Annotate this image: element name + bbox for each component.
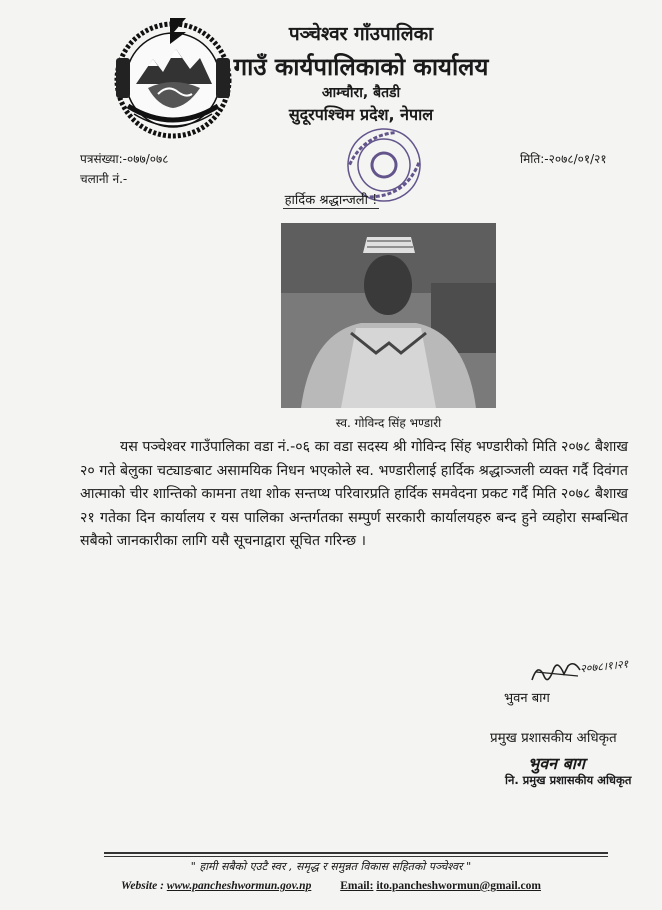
dispatch-number: चलानी नं.- <box>80 172 128 186</box>
email-block <box>340 880 541 892</box>
portrait-image-icon <box>281 223 496 408</box>
role-stamp: नि. प्रमुख प्रशासकीय अधिकृत <box>505 773 632 787</box>
footer-motto: " हामी सबैको एउटै स्वर , समृद्ध र समुन्नत विकास सहितको पञ्चेश्वर " <box>190 860 472 873</box>
reference-number: पत्रसंख्या:-०७७/०७८ <box>80 152 169 166</box>
province-name: सुदूरपश्चिम प्रदेश, नेपाल <box>288 105 434 124</box>
portrait-photo <box>281 223 496 408</box>
office-name: गाउँ कार्यपालिकाको कार्यालय <box>233 53 489 81</box>
notice-title-text: हार्दिक श्रद्धान्जली ! <box>284 193 378 208</box>
footer-divider <box>104 852 608 854</box>
signatory-name: भुवन बाग <box>504 691 550 706</box>
website-link[interactable]: www.pancheshwormun.gov.np <box>166 880 312 892</box>
name-stamp: भुवन बाग <box>528 754 585 773</box>
email-link[interactable]: ito.pancheshwormun@gmail.com <box>376 880 541 892</box>
footer-divider-thin <box>104 856 608 857</box>
photo-caption: स्व. गोविन्द सिंह भण्डारी <box>335 416 442 430</box>
email-label: Email: <box>340 880 374 892</box>
signature-date: २०७८।१।२१ <box>579 657 629 676</box>
footer-contact <box>0 880 662 892</box>
municipality-name: पञ्चेश्वर गाँउपालिका <box>288 23 434 45</box>
website-label: Website : <box>121 880 164 892</box>
notice-title <box>0 190 662 208</box>
office-address: आम्चौरा, बैतडी <box>321 85 401 101</box>
signatory-role: प्रमुख प्रशासकीय अधिकृत <box>490 730 617 746</box>
letter-date: मिति:-२०७८/०१/२१ <box>520 152 607 166</box>
notice-body: यस पञ्चेश्वर गाउँपालिका वडा नं.-०६ का वडा सदस्य श्री गोविन्द सिंह भण्डारीको मिति २०७८ बैशाख २० गते बेलुका चट्याङबाट असामयिक निधन भएकोले स्व. भण्डारीलाई हार्दिक श्रद्धाञ्जली व्यक्त गर्दै दिवंगत आत्माको चीर शान्तिको कामना तथा शोक सन्तप्थ परिवारप्रति हार्दिक समवेदना प्रकट गर्दै मिति २०७८ बैशाख २१ गतेका दिन कार्यालय र यस पालिका अन्तर्गतका सम्पुर्ण सरकारी कार्यालयहरु बन्द हुने व्यहोरा सम्बन्धित सबैको जानकारीका लागि यसै सूचनाद्वारा सूचित गरिन्छ । <box>80 439 628 550</box>
